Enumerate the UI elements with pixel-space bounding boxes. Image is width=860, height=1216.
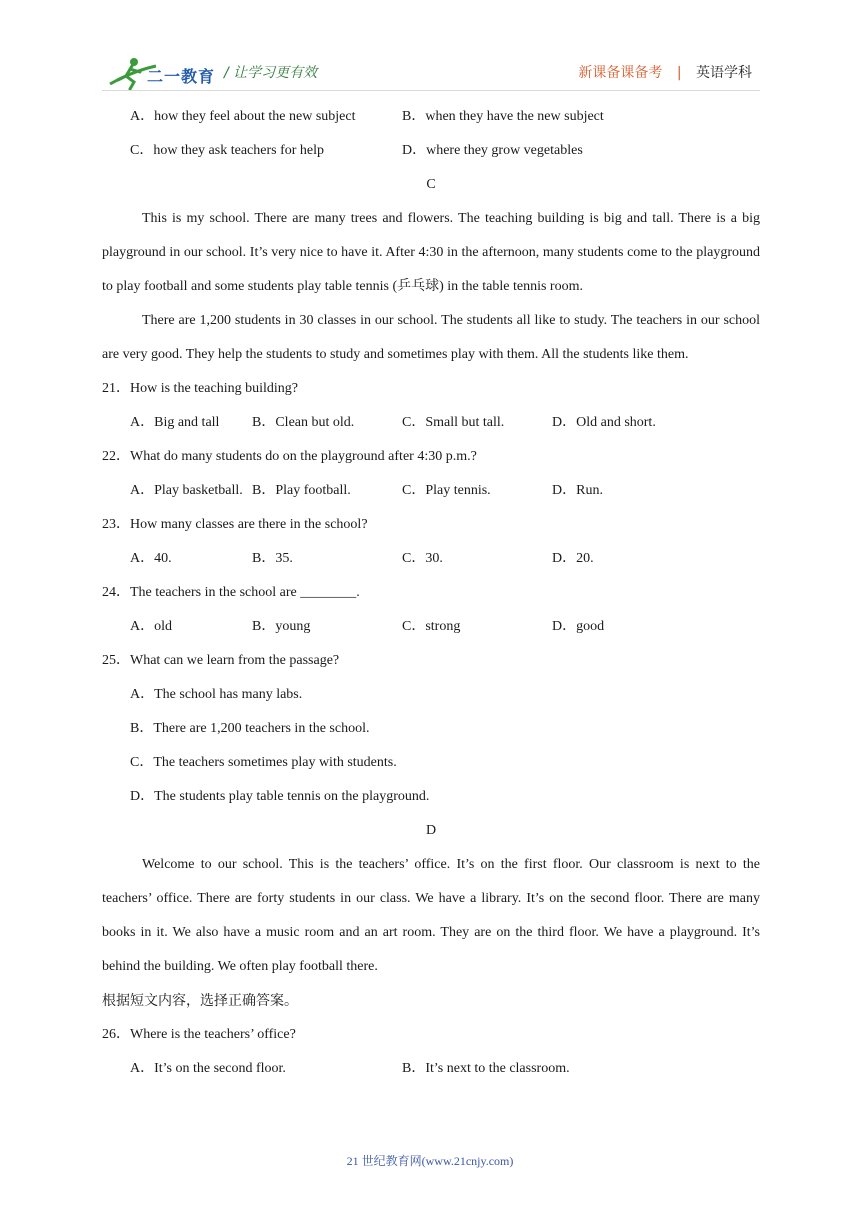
question-23: 23．How many classes are there in the school? [102, 517, 368, 532]
question-26: 26．Where is the teachers’ office? [102, 1027, 296, 1042]
section-label-c: C [426, 177, 436, 192]
option-d: D．Old and short. [552, 415, 656, 430]
question-25: 25．What can we learn from the passage? [102, 653, 340, 668]
option-c: C．The teachers sometimes play with students. [130, 755, 397, 770]
page-header [0, 0, 860, 100]
option-row [102, 542, 760, 576]
header-subject-label: 英语学科 [696, 65, 752, 81]
option-c: C．30. [402, 551, 443, 566]
option-b: B．Play football. [252, 483, 351, 498]
option-row [102, 610, 760, 644]
option-a: A．Big and tall [130, 415, 220, 430]
question-22: 22．What do many students do on the playground after 4:30 p.m.? [102, 449, 477, 464]
question-21: 21．How is the teaching building? [102, 381, 298, 396]
option-c: C．Small but tall. [402, 415, 505, 430]
header-divider [102, 90, 760, 91]
option-row [102, 100, 760, 134]
option-d: D．20. [552, 551, 594, 566]
option-c: C．strong [402, 619, 461, 634]
option-row [102, 406, 760, 440]
logo-text: 二一教育 [147, 67, 216, 86]
option-d: D．good [552, 619, 605, 634]
option-a: A．Play basketball. [130, 483, 243, 498]
option-b: B．young [252, 619, 311, 634]
option-b: B．when they have the new subject [402, 109, 604, 124]
header-subject [578, 62, 752, 82]
option-b: B．35. [252, 551, 293, 566]
option-d: D．where they grow vegetables [402, 143, 583, 158]
option-b: B．Clean but old. [252, 415, 355, 430]
option-a: A．40. [130, 551, 172, 566]
option-row [102, 474, 760, 508]
option-b: B．It’s next to the classroom. [402, 1061, 570, 1076]
question-24: 24．The teachers in the school are ________. [102, 585, 360, 600]
option-a: A．how they feel about the new subject [130, 109, 356, 124]
slogan: / 让学习更有效 [224, 65, 318, 81]
option-a: A．The school has many labs. [130, 687, 303, 702]
option-row [102, 1052, 760, 1086]
header-course-label: 新课备课备考 [578, 65, 663, 81]
option-c: C．Play tennis. [402, 483, 491, 498]
instruction: 根据短文内容，选择正确答案。 [102, 993, 298, 1009]
page-footer: 21 世纪教育网(www.21cnjy.com) [346, 1154, 514, 1168]
option-d: D．The students play table tennis on the playground. [130, 789, 430, 804]
header-separator: | [676, 65, 682, 81]
option-row [102, 134, 760, 168]
option-b: B．There are 1,200 teachers in the school. [130, 721, 370, 736]
passage-c-paragraph-2: There are 1,200 students in 30 classes in our school. The students all like to study. The teachers in our school are very good. They help the students to study and sometimes play with them. All the students like them. [102, 313, 760, 362]
option-a: A．old [130, 619, 172, 634]
option-a: A．It’s on the second floor. [130, 1061, 286, 1076]
section-label-d: D [425, 823, 437, 838]
document-body [102, 100, 760, 1086]
option-d: D．Run. [552, 483, 603, 498]
passage-c-paragraph-1: This is my school. There are many trees and flowers. The teaching building is big and tall. There is a big playground in our school. It’s very nice to have it. After 4:30 in the afternoon, many students come to the playground to play football and some students play table tennis (乒乓球) in the table tennis room. [102, 211, 760, 294]
option-c: C．how they ask teachers for help [130, 143, 324, 158]
passage-d-paragraph-1: Welcome to our school. This is the teachers’ office. It’s on the first floor. Our classroom is next to the teachers’ office. There are forty students in our class. We have a library. It’s on the second floor. There are many books in it. We also have a music room and an art room. They are on the third floor. We have a playground. It’s behind the building. We often play football there. [102, 857, 760, 974]
